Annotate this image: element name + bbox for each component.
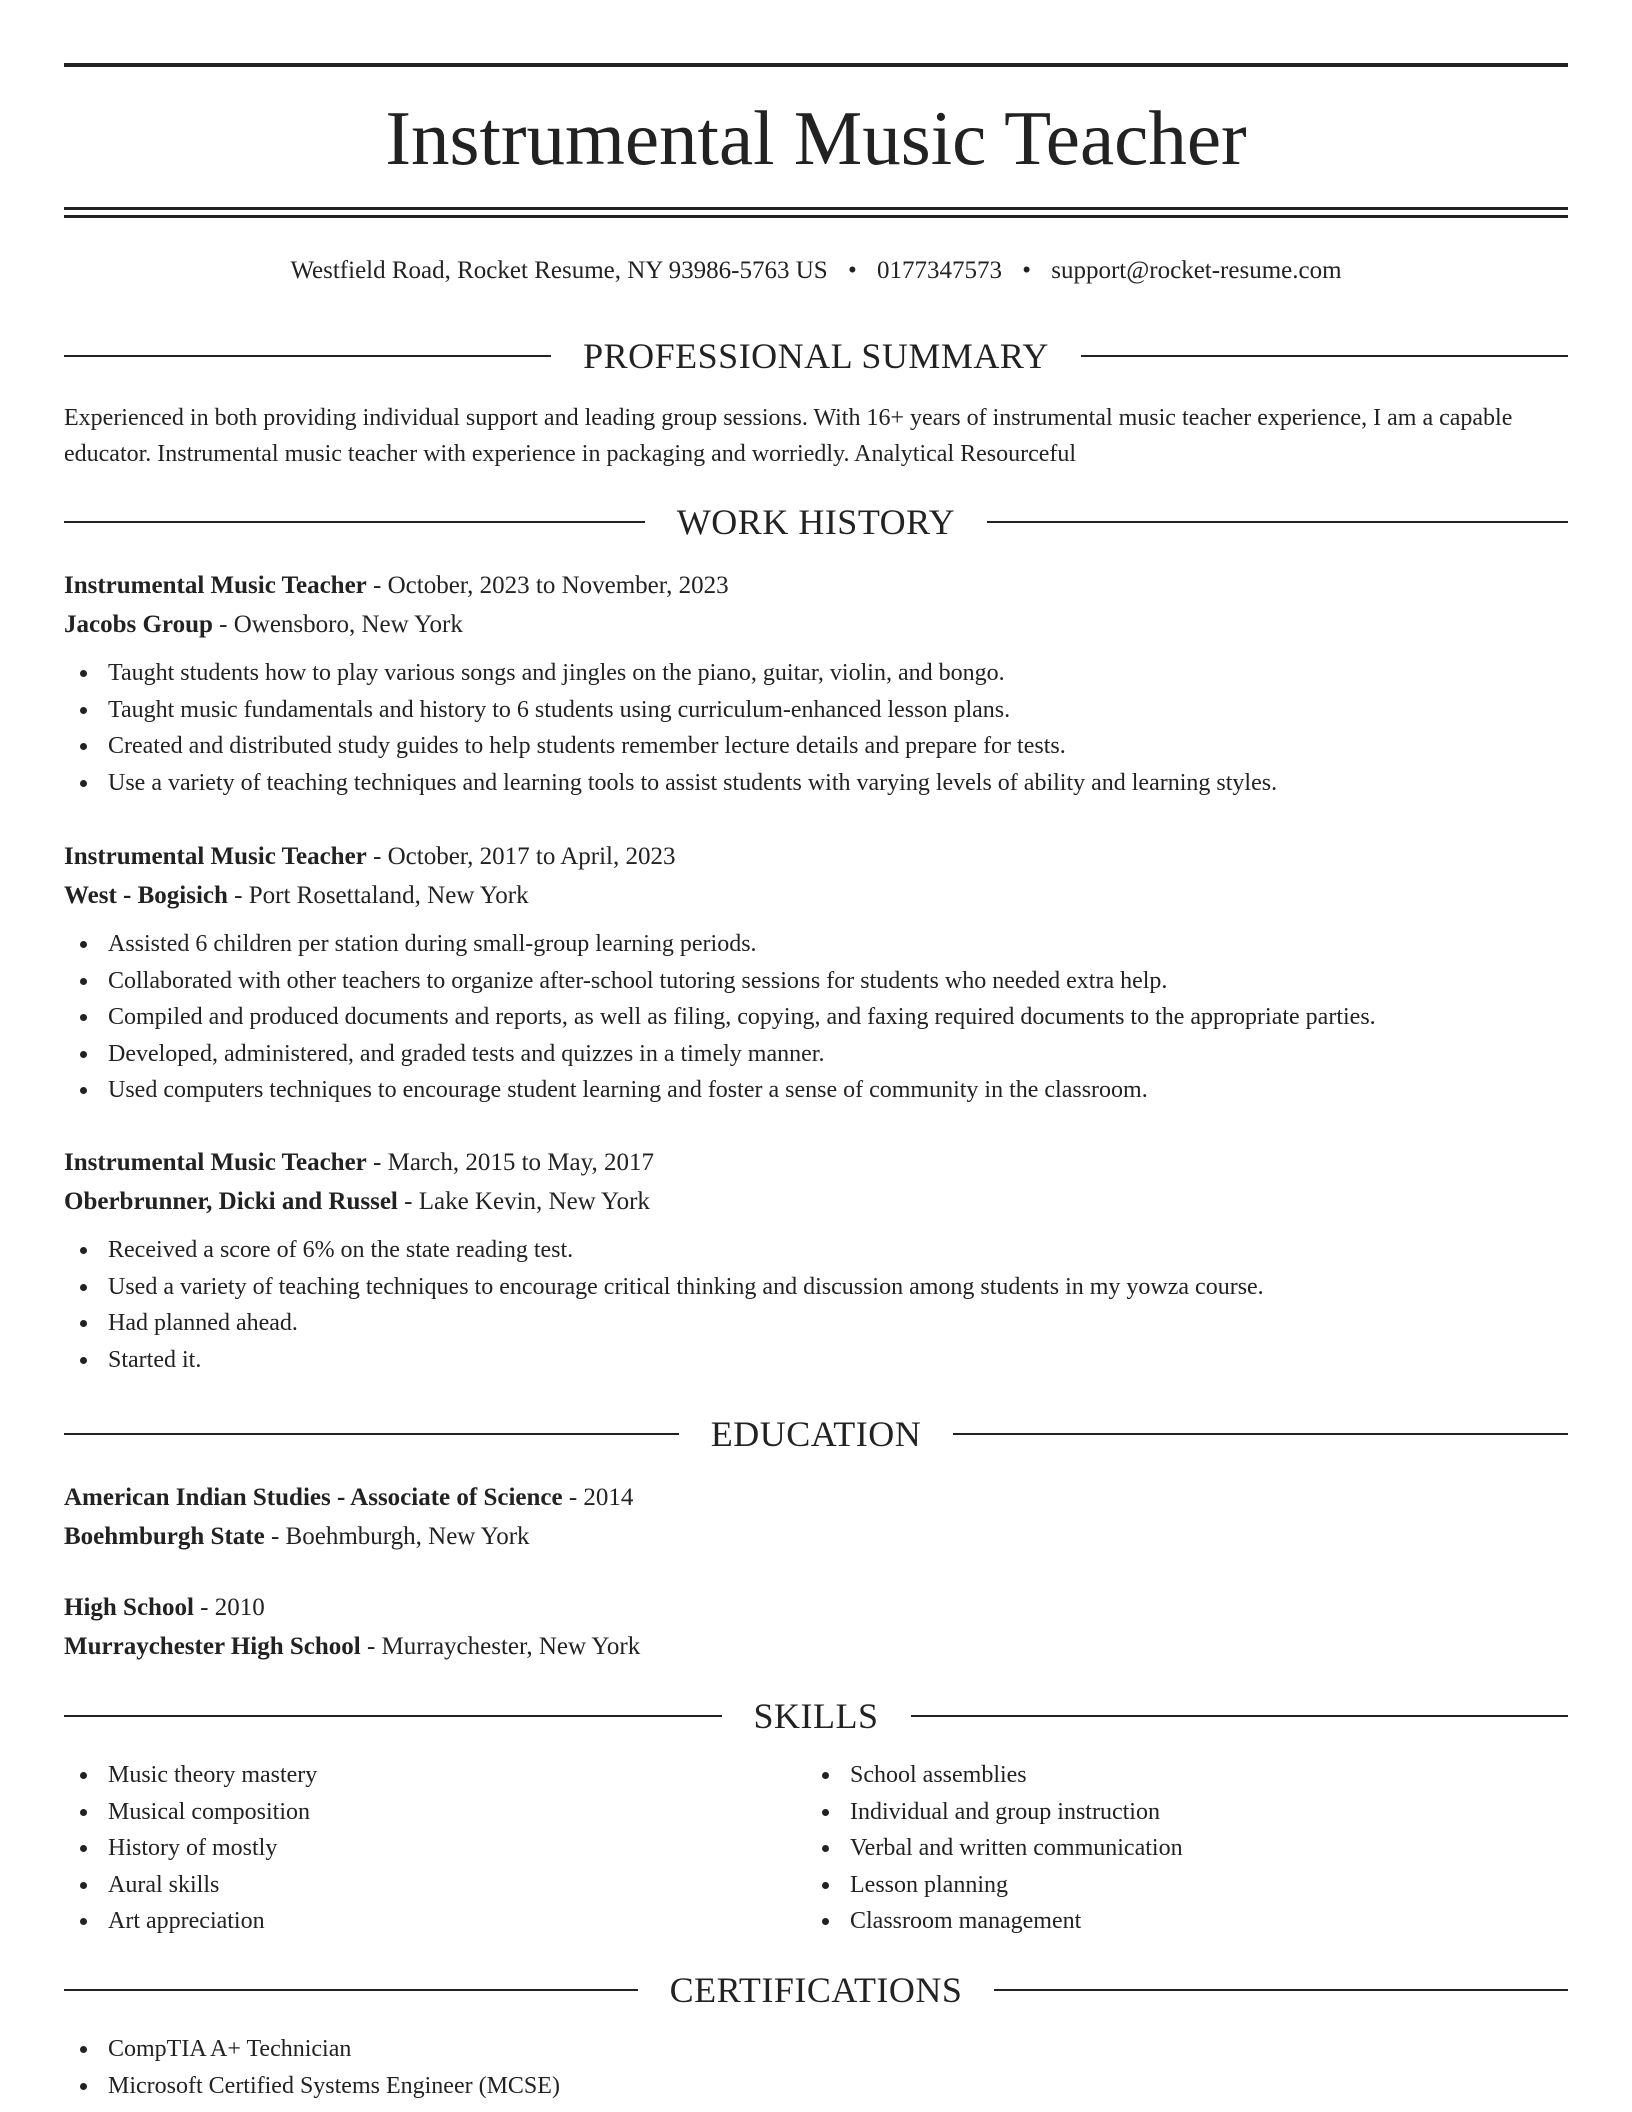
education-degree: American Indian Studies - Associate of Science — [64, 1484, 563, 1511]
education-degree-line — [64, 1588, 1568, 1627]
skills-list — [806, 1757, 1546, 1940]
job-company-line — [64, 1182, 1568, 1221]
education-school-line — [64, 1517, 1568, 1556]
skills-list — [64, 1757, 804, 1940]
job-entry — [64, 1143, 1568, 1378]
skills-column-left — [64, 1757, 804, 1940]
job-company: Jacobs Group — [64, 611, 213, 638]
section-heading-work — [64, 500, 1568, 544]
job-title: Instrumental Music Teacher — [64, 1149, 367, 1176]
list-item: Collaborated with other teachers to organize after-school tutoring sessions for students who needed extra help. — [64, 963, 1568, 1000]
education-location: - Murraychester, New York — [360, 1633, 641, 1660]
list-item: Used computers techniques to encourage student learning and foster a sense of community in the classroom. — [64, 1072, 1568, 1109]
list-item: Used a variety of teaching techniques to encourage critical thinking and discussion among students in my yowza course. — [64, 1269, 1568, 1306]
job-location: - Port Rosettaland, New York — [227, 882, 529, 909]
list-item: Received a score of 6% on the state reading test. — [64, 1232, 1568, 1269]
contact-separator: • — [847, 257, 857, 284]
job-company-line — [64, 605, 1568, 644]
job-header — [64, 566, 1568, 605]
section-title: WORK HISTORY — [676, 502, 956, 542]
job-bullets — [64, 926, 1568, 1109]
list-item: Aural skills — [64, 1867, 804, 1904]
job-header — [64, 1143, 1568, 1182]
divider — [64, 1433, 679, 1435]
skills-column-right — [806, 1757, 1546, 1940]
list-item: Music theory mastery — [64, 1757, 804, 1794]
list-item: Developed, administered, and graded tests and quizzes in a timely manner. — [64, 1036, 1568, 1073]
list-item: History of mostly — [64, 1830, 804, 1867]
contact-phone: 0177347573 — [876, 257, 1002, 284]
title-rule-upper — [64, 207, 1568, 210]
list-item: Classroom management — [806, 1903, 1546, 1940]
job-bullets — [64, 1232, 1568, 1378]
list-item: CompTIA A+ Technician — [64, 2031, 1568, 2068]
divider — [64, 1989, 638, 1991]
job-location: - Lake Kevin, New York — [397, 1188, 650, 1215]
certifications-block — [64, 2031, 1568, 2104]
job-company-line — [64, 876, 1568, 915]
divider — [911, 1715, 1569, 1717]
list-item: Started it. — [64, 1342, 1568, 1379]
job-title: Instrumental Music Teacher — [64, 572, 367, 599]
section-heading-summary — [64, 334, 1568, 378]
education-degree: High School — [64, 1594, 194, 1621]
divider — [64, 355, 551, 357]
certifications-list — [64, 2031, 1568, 2104]
job-dates: - October, 2017 to April, 2023 — [366, 843, 676, 870]
section-heading-certifications — [64, 1968, 1568, 2012]
job-title: Instrumental Music Teacher — [64, 843, 367, 870]
section-heading-skills — [64, 1694, 1568, 1738]
job-bullets — [64, 655, 1568, 801]
education-year: - 2014 — [562, 1484, 634, 1511]
list-item: Use a variety of teaching techniques and learning tools to assist students with varying levels of ability and learning styles. — [64, 765, 1568, 802]
education-school: Murraychester High School — [64, 1633, 361, 1660]
education-entry — [64, 1588, 1568, 1666]
list-item: Had planned ahead. — [64, 1305, 1568, 1342]
divider — [64, 521, 645, 523]
divider — [64, 1715, 722, 1717]
job-dates: - March, 2015 to May, 2017 — [366, 1149, 655, 1176]
contact-separator: • — [1022, 257, 1031, 284]
divider — [1081, 355, 1568, 357]
list-item: Verbal and written communication — [806, 1830, 1546, 1867]
list-item: Taught music fundamentals and history to 6 students using curriculum-enhanced lesson plans. — [64, 692, 1568, 729]
education-year: - 2010 — [193, 1594, 265, 1621]
list-item: Lesson planning — [806, 1867, 1546, 1904]
job-location: - Owensboro, New York — [212, 611, 463, 638]
education-location: - Boehmburgh, New York — [264, 1523, 530, 1550]
list-item: Individual and group instruction — [806, 1794, 1546, 1831]
contact-line — [64, 254, 1568, 288]
section-title: EDUCATION — [710, 1414, 922, 1454]
section-heading-education — [64, 1412, 1568, 1456]
list-item: Taught students how to play various songs and jingles on the piano, guitar, violin, and bongo. — [64, 655, 1568, 692]
section-title: SKILLS — [753, 1696, 879, 1736]
section-title: CERTIFICATIONS — [669, 1970, 963, 2010]
education-school-line — [64, 1627, 1568, 1666]
list-item: Created and distributed study guides to help students remember lecture details and prepare for tests. — [64, 728, 1568, 765]
job-entry — [64, 837, 1568, 1109]
job-dates: - October, 2023 to November, 2023 — [366, 572, 729, 599]
list-item: Musical composition — [64, 1794, 804, 1831]
job-entry — [64, 566, 1568, 801]
job-header — [64, 837, 1568, 876]
contact-email: support@rocket-resume.com — [1051, 257, 1342, 284]
title-rule-lower — [64, 215, 1568, 218]
list-item: Compiled and produced documents and reports, as well as filing, copying, and faxing required documents to the appropriate parties. — [64, 999, 1568, 1036]
list-item: Art appreciation — [64, 1903, 804, 1940]
resume-title: Instrumental Music Teacher — [385, 95, 1247, 181]
summary-text: Experienced in both providing individual support and leading group sessions. With 16+ years of instrumental music teacher experience, I am a capable educator. Instrumental music teacher with experience in packaging and worriedly. Analytical Resourceful — [64, 405, 1513, 467]
list-item: Microsoft Certified Systems Engineer (MCSE) — [64, 2068, 1568, 2105]
education-entry — [64, 1478, 1568, 1556]
job-company: West - Bogisich — [64, 882, 228, 909]
divider — [953, 1433, 1568, 1435]
list-item: School assemblies — [806, 1757, 1546, 1794]
divider — [994, 1989, 1568, 1991]
education-school: Boehmburgh State — [64, 1523, 265, 1550]
job-company: Oberbrunner, Dicki and Russel — [64, 1188, 398, 1215]
education-degree-line — [64, 1478, 1568, 1517]
divider — [987, 521, 1568, 523]
top-rule — [64, 63, 1568, 67]
section-title: PROFESSIONAL SUMMARY — [583, 336, 1049, 376]
list-item: Assisted 6 children per station during small-group learning periods. — [64, 926, 1568, 963]
contact-address: Westfield Road, Rocket Resume, NY 93986-5763 US — [290, 257, 828, 284]
